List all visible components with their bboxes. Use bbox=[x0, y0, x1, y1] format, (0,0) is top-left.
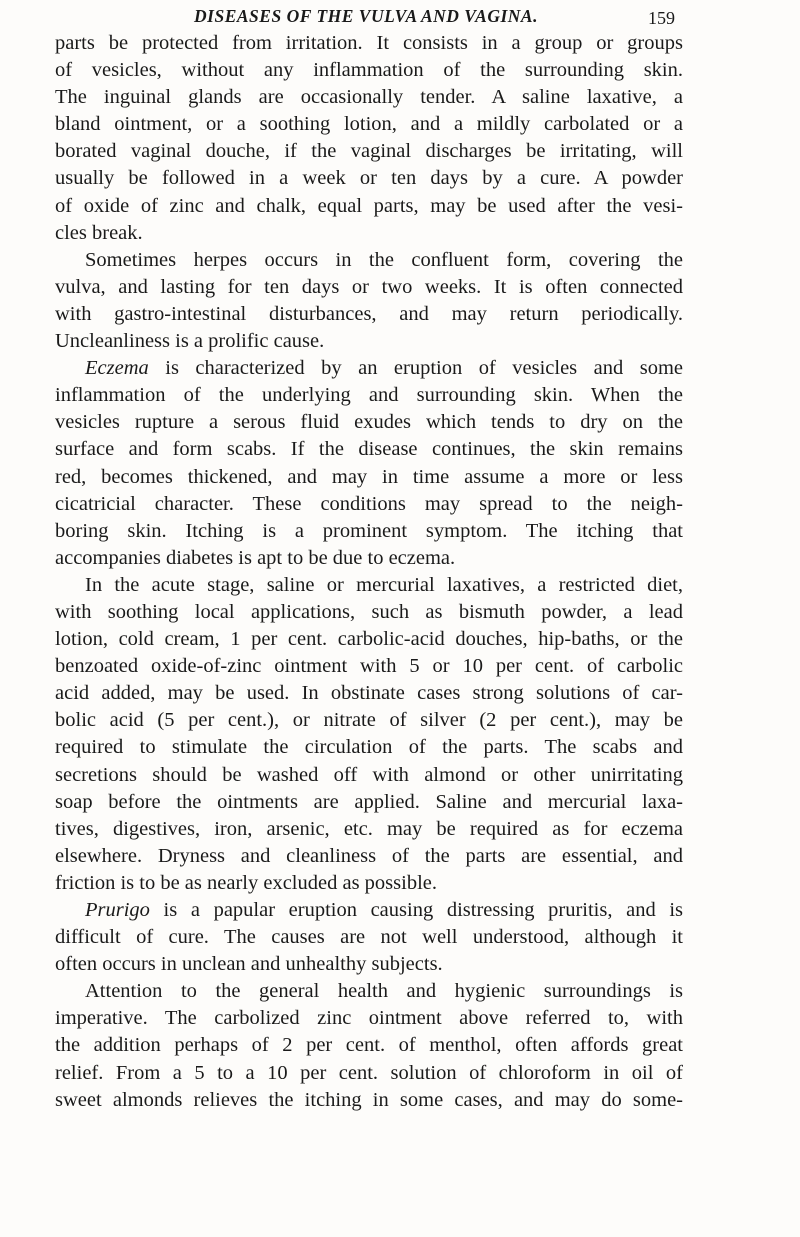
text-line bbox=[55, 274, 683, 301]
text-line bbox=[55, 57, 683, 84]
text-line bbox=[55, 220, 683, 247]
line-text: cles break. bbox=[55, 221, 143, 244]
text-line bbox=[55, 247, 683, 274]
text-line bbox=[55, 1087, 683, 1114]
text-line bbox=[55, 464, 683, 491]
text-line bbox=[55, 843, 683, 870]
text-line bbox=[55, 924, 683, 951]
text-line bbox=[55, 680, 683, 707]
line-text: acid added, may be used. In obstinate cases strong solutions of car- bbox=[55, 682, 683, 705]
text-line bbox=[55, 409, 683, 436]
text-line bbox=[55, 951, 683, 978]
text-line bbox=[55, 328, 683, 355]
line-text: Sometimes herpes occurs in the confluent form, covering the bbox=[85, 248, 683, 271]
text-line bbox=[55, 1060, 683, 1087]
text-line bbox=[55, 653, 683, 680]
line-text: secretions should be washed off with almond or other unirritating bbox=[55, 763, 683, 786]
text-line bbox=[55, 193, 683, 220]
line-text: usually be followed in a week or ten days by a cure. A powder bbox=[55, 167, 683, 190]
text-line bbox=[55, 1032, 683, 1059]
text-line bbox=[55, 165, 683, 192]
text-line bbox=[55, 436, 683, 463]
line-text: benzoated oxide-of-zinc ointment with 5 or 10 per cent. of carbolic bbox=[55, 655, 683, 678]
line-text: of vesicles, without any inflammation of the surrounding skin. bbox=[55, 59, 683, 82]
line-text: soap before the ointments are applied. Saline and mercurial laxa- bbox=[55, 790, 683, 813]
line-text: parts be protected from irritation. It consists in a group or groups bbox=[55, 32, 683, 54]
line-text: is characterized by an eruption of vesicles and some bbox=[148, 357, 683, 380]
text-line bbox=[55, 355, 683, 382]
line-text: cicatricial character. These conditions may spread to the neigh- bbox=[55, 492, 683, 515]
text-line bbox=[55, 734, 683, 761]
text-line bbox=[55, 301, 683, 328]
text-line bbox=[55, 789, 683, 816]
line-text: imperative. The carbolized zinc ointment above referred to, with bbox=[55, 1007, 683, 1030]
page-number: 159 bbox=[648, 8, 675, 28]
line-text: is a papular eruption causing distressing pruritis, and is bbox=[149, 899, 683, 921]
text-line bbox=[55, 599, 683, 626]
text-line bbox=[55, 30, 683, 57]
line-text: In the acute stage, saline or mercurial laxatives, a restricted diet, bbox=[85, 573, 683, 596]
text-line bbox=[55, 491, 683, 518]
line-text: Uncleanliness is a prolific cause. bbox=[55, 330, 325, 353]
text-line bbox=[55, 545, 683, 572]
running-head: DISEASES OF THE VULVA AND VAGINA. bbox=[194, 6, 538, 26]
line-text: relief. From a 5 to a 10 per cent. solution of chloroform in oil of bbox=[55, 1061, 683, 1084]
text-line bbox=[55, 518, 683, 545]
line-text: vesicles rupture a serous fluid exudes which tends to dry on the bbox=[55, 411, 683, 434]
line-text: borated vaginal douche, if the vaginal discharges be irritating, will bbox=[55, 140, 683, 163]
body-text bbox=[55, 30, 683, 1114]
text-line bbox=[55, 1005, 683, 1032]
text-line bbox=[55, 897, 683, 924]
line-text: often occurs in unclean and unhealthy subjects. bbox=[55, 953, 443, 976]
line-text: Attention to the general health and hygienic surroundings is bbox=[85, 980, 683, 1003]
line-text: with gastro-intestinal disturbances, and may return periodically. bbox=[55, 302, 683, 325]
text-line bbox=[55, 382, 683, 409]
line-text: bolic acid (5 per cent.), or nitrate of silver (2 per cent.), may be bbox=[55, 709, 683, 732]
line-text: the addition perhaps of 2 per cent. of menthol, often affords great bbox=[55, 1034, 683, 1057]
line-text: vulva, and lasting for ten days or two weeks. It is often connected bbox=[55, 275, 683, 298]
text-line bbox=[55, 707, 683, 734]
text-line bbox=[55, 816, 683, 843]
line-text: friction is to be as nearly excluded as possible. bbox=[55, 871, 437, 894]
line-text: bland ointment, or a soothing lotion, and a mildly carbolated or a bbox=[55, 113, 683, 136]
line-text: red, becomes thickened, and may in time assume a more or less bbox=[55, 465, 683, 488]
line-text: sweet almonds relieves the itching in some cases, and may do some- bbox=[55, 1088, 683, 1111]
line-text: difficult of cure. The causes are not well understood, although it bbox=[55, 926, 683, 949]
text-line bbox=[55, 138, 683, 165]
line-text: The inguinal glands are occasionally tender. A saline laxative, a bbox=[55, 86, 683, 109]
text-line bbox=[55, 111, 683, 138]
text-line bbox=[55, 84, 683, 111]
line-text: accompanies diabetes is apt to be due to eczema. bbox=[55, 546, 456, 569]
line-text: of oxide of zinc and chalk, equal parts, may be used after the vesi- bbox=[55, 194, 683, 217]
line-text: tives, digestives, iron, arsenic, etc. may be required as for eczema bbox=[55, 817, 683, 840]
line-text: elsewhere. Dryness and cleanliness of the parts are essential, and bbox=[55, 844, 683, 867]
text-line bbox=[55, 870, 683, 897]
text-line bbox=[55, 626, 683, 653]
line-text: with soothing local applications, such as bismuth powder, a lead bbox=[55, 600, 683, 623]
line-text: required to stimulate the circulation of the parts. The scabs and bbox=[55, 736, 683, 759]
italic-term: Eczema bbox=[85, 357, 149, 380]
text-line bbox=[55, 978, 683, 1005]
line-text: inflammation of the underlying and surrounding skin. When the bbox=[55, 384, 683, 407]
line-text: boring skin. Itching is a prominent symptom. The itching that bbox=[55, 519, 683, 542]
italic-term: Prurigo bbox=[85, 899, 150, 921]
text-line bbox=[55, 762, 683, 789]
line-text: lotion, cold cream, 1 per cent. carbolic-acid douches, hip-baths, or the bbox=[55, 628, 683, 651]
line-text: surface and form scabs. If the disease continues, the skin remains bbox=[55, 438, 683, 461]
text-line bbox=[55, 572, 683, 599]
